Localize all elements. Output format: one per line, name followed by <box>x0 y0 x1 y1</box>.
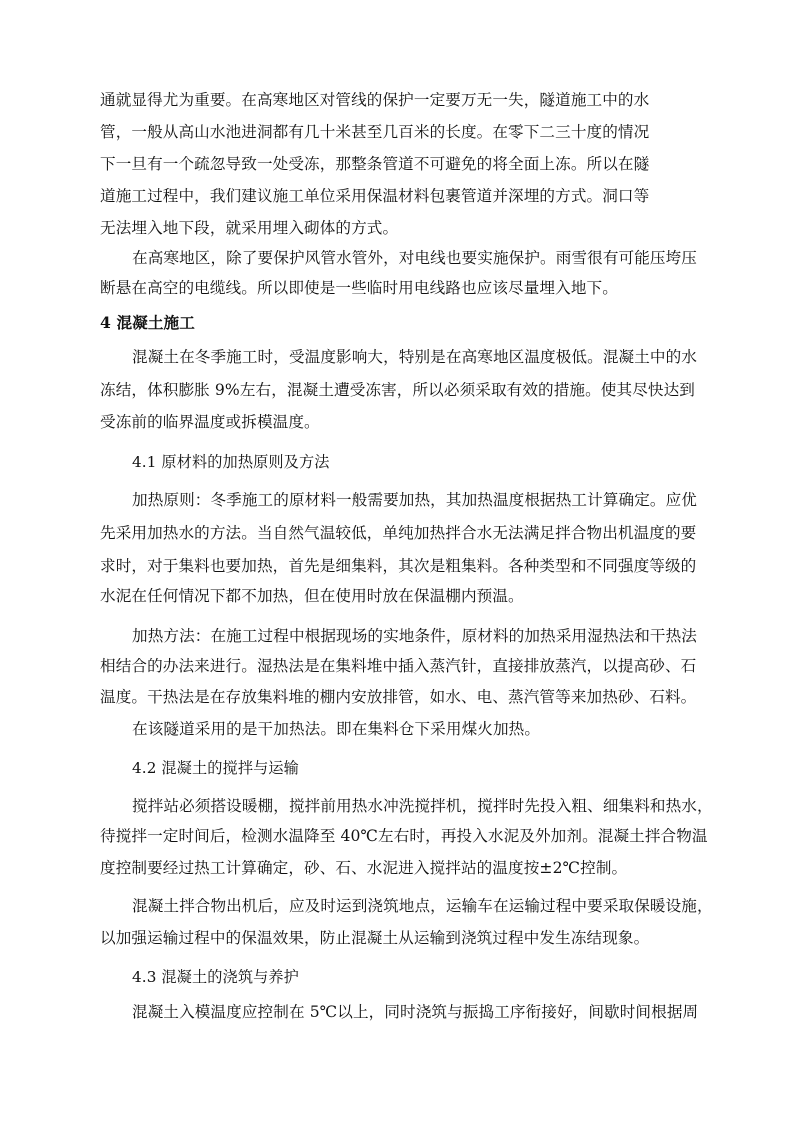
section-heading: 4 混凝土施工 <box>100 313 195 332</box>
body-text-line: 管，一般从高山水池进洞都有几十米甚至几百米的长度。在零下二三十度的情况 <box>100 123 650 141</box>
body-text-line: 无法埋入地下段，就采用埋入砌体的方式。 <box>100 219 399 237</box>
paragraph-first-line: 混凝土在冬季施工时，受温度影响大，特别是在高寒地区温度极低。混凝土中的水 <box>132 348 697 366</box>
body-text-line: 相结合的办法来进行。湿热法是在集料堆中插入蒸汽针，直接排放蒸汽，以提高砂、石 <box>100 657 697 675</box>
paragraph-first-line: 混凝土入模温度应控制在 5℃以上，同时浇筑与振捣工序衔接好，间歇时间根据周 <box>132 1003 699 1021</box>
body-text-line: 道施工过程中，我们建议施工单位采用保温材料包裹管道并深埋的方式。洞口等 <box>100 187 650 205</box>
paragraph-first-line: 搅拌站必须搭设暖棚，搅拌前用热水冲洗搅拌机，搅拌时先投入粗、细集料和热水， <box>132 797 713 815</box>
body-text-line: 求时，对于集料也要加热，首先是细集料，其次是粗集料。各种类型和不同强度等级的 <box>100 557 697 575</box>
subsection-heading: 4.3 混凝土的浇筑与养护 <box>132 968 299 986</box>
body-text-line: 下一旦有一个疏忽导致一处受冻，那整条管道不可避免的将全面上冻。所以在隧 <box>100 155 650 173</box>
paragraph-first-line: 混凝土拌合物出机后，应及时运到浇筑地点，运输车在运输过程中要采取保暖设施， <box>132 897 713 915</box>
body-text-line: 先采用加热水的方法。当自然气温较低，单纯加热拌合水无法满足拌合物出机温度的要 <box>100 524 697 542</box>
body-text-line: 度控制要经过热工计算确定，砂、石、水泥进入搅拌站的温度按±2℃控制。 <box>100 859 628 877</box>
body-text-line: 待搅拌一定时间后，检测水温降至 40℃左右时，再投入水泥及外加剂。混凝土拌合物温 <box>100 827 708 845</box>
subsection-heading: 4.1 原材料的加热原则及方法 <box>132 453 330 471</box>
body-text-line: 受冻前的临界温度或拆模温度。 <box>100 413 320 431</box>
body-text-line: 断悬在高空的电缆线。所以即使是一些临时用电线路也应该尽量埋入地下。 <box>100 279 618 297</box>
body-text-line: 温度。干热法是在存放集料堆的棚内安放排管，如水、电、蒸汽管等来加热砂、石料。 <box>100 688 697 706</box>
paragraph-first-line: 加热原则：冬季施工的原材料一般需要加热，其加热温度根据热工计算确定。应优 <box>132 491 697 509</box>
body-text-line: 通就显得尤为重要。在高寒地区对管线的保护一定要万无一失，隧道施工中的水 <box>100 91 650 109</box>
body-text-line: 以加强运输过程中的保温效果，防止混凝土从运输到浇筑过程中发生冻结现象。 <box>100 929 650 947</box>
body-text-line: 冻结，体积膨胀 9%左右，混凝土遭受冻害，所以必须采取有效的措施。使其尽快达到 <box>100 381 695 399</box>
paragraph-first-line: 在高寒地区，除了要保护风管水管外，对电线也要实施保护。雨雪很有可能压垮压 <box>132 249 697 267</box>
subsection-heading: 4.2 混凝土的搅拌与运输 <box>132 759 299 777</box>
paragraph-first-line: 加热方法：在施工过程中根据现场的实地条件，原材料的加热采用湿热法和干热法 <box>132 627 697 645</box>
body-text-line: 水泥在任何情况下都不加热，但在使用时放在保温棚内预温。 <box>100 587 524 605</box>
paragraph-first-line: 在该隧道采用的是干加热法。即在集料仓下采用煤火加热。 <box>132 720 541 738</box>
